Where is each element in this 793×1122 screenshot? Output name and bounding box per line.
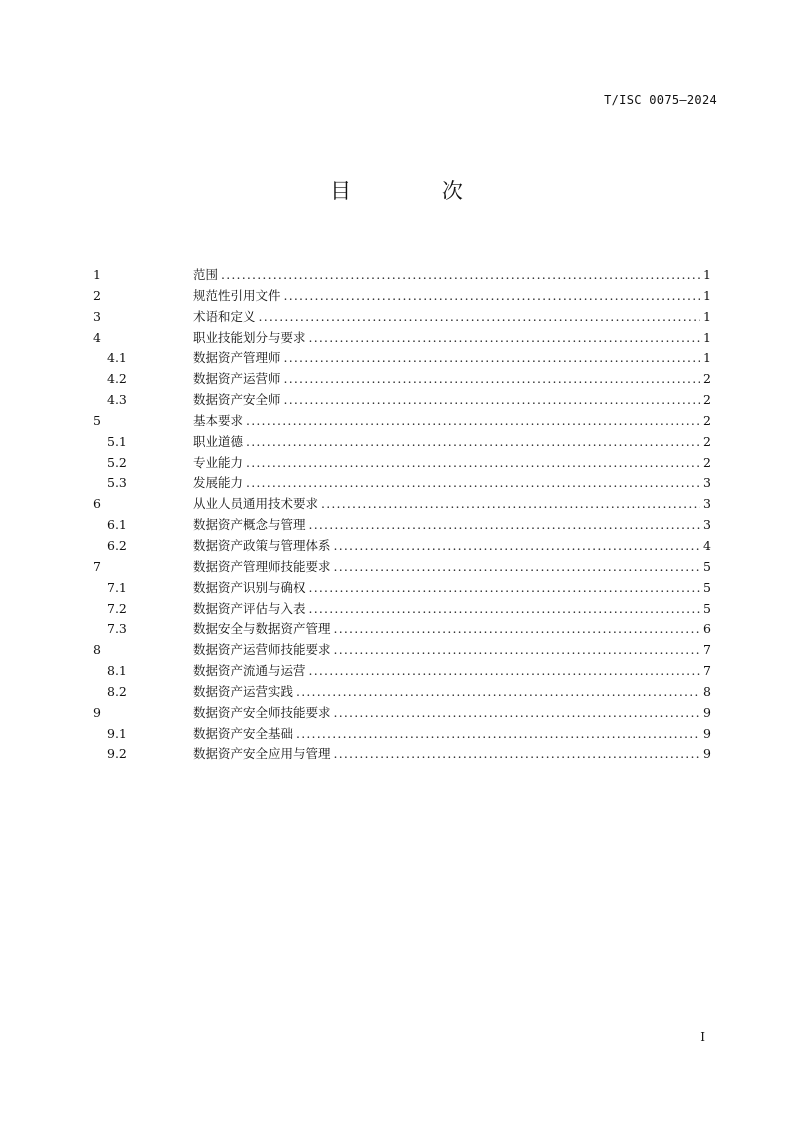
toc-entry-page: 5	[703, 600, 711, 616]
toc-entry[interactable]	[93, 661, 711, 682]
toc-entry-number: 4.3	[107, 392, 127, 408]
toc-entry-label[interactable]: 职业技能划分与要求	[193, 329, 306, 345]
toc-entry-number: 9.2	[107, 746, 127, 762]
toc-entry-page: 6	[703, 621, 711, 637]
toc-entry-page: 1	[703, 287, 711, 303]
toc-entry[interactable]	[93, 703, 711, 724]
toc-entry-page: 2	[703, 392, 711, 408]
toc-entry-page: 8	[703, 683, 711, 699]
toc-entry[interactable]	[93, 348, 711, 369]
toc-entry-number: 8	[93, 642, 101, 658]
toc-entry[interactable]	[93, 307, 711, 328]
toc-entry-page: 9	[703, 725, 711, 741]
dot-leader	[246, 432, 700, 453]
toc-entry-label[interactable]: 术语和定义	[193, 308, 256, 324]
toc-entry[interactable]	[93, 599, 711, 620]
dot-leader	[334, 536, 701, 557]
page-number: I	[700, 1030, 705, 1044]
toc-entry[interactable]	[93, 265, 711, 286]
toc-entry[interactable]	[93, 724, 711, 745]
toc-entry-number: 6.2	[107, 537, 127, 553]
toc-entry[interactable]	[93, 286, 711, 307]
toc-entry[interactable]	[93, 390, 711, 411]
toc-entry-label[interactable]: 规范性引用文件	[193, 287, 281, 303]
toc-entry[interactable]	[93, 453, 711, 474]
toc-entry[interactable]	[93, 328, 711, 349]
dot-leader	[284, 369, 701, 390]
toc-entry-page: 1	[703, 308, 711, 324]
toc-entry[interactable]	[93, 432, 711, 453]
dot-leader	[284, 348, 701, 369]
toc-entry-number: 5	[93, 412, 101, 428]
toc-entry[interactable]	[93, 536, 711, 557]
toc-entry-page: 2	[703, 371, 711, 387]
toc-entry-page: 1	[703, 329, 711, 345]
toc-entry-number: 9.1	[107, 725, 127, 741]
toc-entry-label[interactable]: 数据资产运营师	[193, 371, 281, 387]
toc-entry-page: 7	[703, 663, 711, 679]
dot-leader	[309, 599, 701, 620]
toc-entry-label[interactable]: 数据资产流通与运营	[193, 663, 306, 679]
dot-leader	[246, 473, 700, 494]
dot-leader	[246, 453, 700, 474]
toc-entry-number: 7.3	[107, 621, 127, 637]
toc-entry[interactable]	[93, 369, 711, 390]
toc-entry-page: 5	[703, 579, 711, 595]
toc-entry-label[interactable]: 数据资产管理师	[193, 350, 281, 366]
toc-entry[interactable]	[93, 494, 711, 515]
toc-entry-number: 3	[93, 308, 101, 324]
dot-leader	[246, 411, 700, 432]
toc-entry-page: 3	[703, 517, 711, 533]
toc-entry-number: 9	[93, 704, 101, 720]
dot-leader	[296, 724, 700, 745]
toc-entry-label[interactable]: 数据资产政策与管理体系	[193, 537, 331, 553]
toc-entry-label[interactable]: 数据资产安全基础	[193, 725, 294, 741]
dot-leader	[309, 578, 701, 599]
toc-entry-page: 1	[703, 267, 711, 282]
dot-leader	[309, 328, 701, 349]
toc-entry[interactable]	[93, 411, 711, 432]
dot-leader	[334, 640, 701, 661]
dot-leader	[221, 265, 700, 286]
toc-entry-label[interactable]: 基本要求	[193, 412, 244, 428]
toc-entry-label[interactable]: 数据资产安全应用与管理	[193, 746, 331, 762]
toc-entry[interactable]	[93, 578, 711, 599]
toc-entry-number: 6.1	[107, 517, 127, 533]
dot-leader	[334, 557, 701, 578]
toc-entry-page: 2	[703, 454, 711, 470]
toc-entry-number: 5.2	[107, 454, 127, 470]
toc-entry-number: 1	[93, 267, 101, 282]
toc-entry-number: 5.3	[107, 475, 127, 491]
toc-entry-page: 5	[703, 558, 711, 574]
dot-leader	[309, 661, 701, 682]
toc-entry-label[interactable]: 数据资产概念与管理	[193, 517, 306, 533]
toc-entry-label[interactable]: 从业人员通用技术要求	[193, 496, 319, 512]
toc-entry-label[interactable]: 数据资产安全师	[193, 392, 281, 408]
toc-entry-number: 4	[93, 329, 101, 345]
dot-leader	[296, 682, 700, 703]
toc-entry-label[interactable]: 数据资产运营师技能要求	[193, 642, 331, 658]
toc-entry-label[interactable]: 数据资产识别与确权	[193, 579, 306, 595]
toc-entry[interactable]	[93, 619, 711, 640]
toc-entry-label[interactable]: 数据资产管理师技能要求	[193, 558, 331, 574]
toc-entry-page: 9	[703, 746, 711, 762]
toc-entry-page: 4	[703, 537, 711, 553]
table-of-contents	[93, 265, 711, 765]
toc-entry-label[interactable]: 数据资产运营实践	[193, 683, 294, 699]
toc-entry-page: 3	[703, 496, 711, 512]
dot-leader	[309, 515, 701, 536]
toc-entry-number: 5.1	[107, 433, 127, 449]
toc-entry-label[interactable]: 发展能力	[193, 475, 244, 491]
dot-leader	[259, 307, 701, 328]
toc-entry-number: 4.2	[107, 371, 127, 387]
toc-entry-label[interactable]: 数据资产安全师技能要求	[193, 704, 331, 720]
toc-entry[interactable]	[93, 515, 711, 536]
dot-leader	[321, 494, 700, 515]
toc-entry-number: 8.2	[107, 683, 127, 699]
toc-entry-page: 2	[703, 412, 711, 428]
toc-entry[interactable]	[93, 557, 711, 578]
dot-leader	[334, 619, 701, 640]
toc-entry-number: 6	[93, 496, 101, 512]
toc-entry-label[interactable]: 数据安全与数据资产管理	[193, 621, 331, 637]
toc-entry-label[interactable]: 范围	[193, 267, 219, 282]
toc-entry-number: 7.2	[107, 600, 127, 616]
toc-entry[interactable]	[93, 640, 711, 661]
document-code: T/ISC 0075—2024	[604, 93, 717, 107]
toc-entry-number: 2	[93, 287, 101, 303]
toc-entry-number: 7	[93, 558, 101, 574]
toc-entry-page: 9	[703, 704, 711, 720]
toc-entry[interactable]	[93, 682, 711, 703]
toc-entry-number: 7.1	[107, 579, 127, 595]
toc-entry-page: 3	[703, 475, 711, 491]
toc-entry-number: 4.1	[107, 350, 127, 366]
dot-leader	[284, 286, 701, 307]
toc-entry-page: 2	[703, 433, 711, 449]
toc-entry-page: 1	[703, 350, 711, 366]
page-title: 目 次	[330, 179, 505, 203]
toc-entry-label[interactable]: 数据资产评估与入表	[193, 600, 306, 616]
dot-leader	[334, 744, 701, 765]
toc-entry-label[interactable]: 职业道德	[193, 433, 244, 449]
toc-entry[interactable]	[93, 473, 711, 494]
dot-leader	[284, 390, 701, 411]
dot-leader	[334, 703, 701, 724]
toc-entry-number: 8.1	[107, 663, 127, 679]
toc-entry-label[interactable]: 专业能力	[193, 454, 244, 470]
toc-entry-page: 7	[703, 642, 711, 658]
toc-entry[interactable]	[93, 744, 711, 765]
